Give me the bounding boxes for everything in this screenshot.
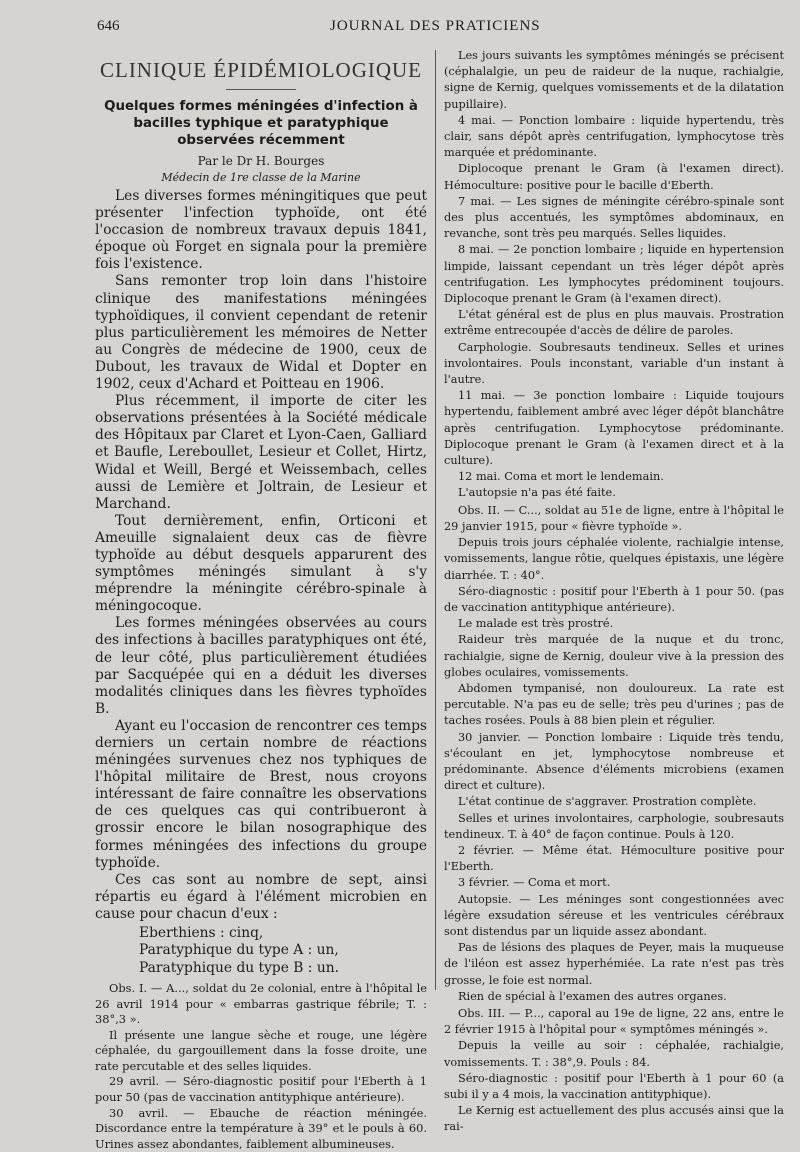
list-item: Paratyphique du type A : un, — [139, 942, 339, 959]
journal-title: JOURNAL DES PRATICIENS — [330, 18, 541, 34]
observation-paragraph: Pas de lésions des plaques de Peyer, mais la muqueuse de l'iléon est assez hyperhémiée. La rate n'est pas très grosse, le foie est normal. — [444, 941, 784, 987]
observation-paragraph: 11 mai. — 3e ponction lombaire : Liquide toujours hypertendu, faiblement ambré avec léger dépôt blanchâtre après centrifugation. Lymphocytose prédominante. Diplocoque prenant le Gram (à l'examen direct et à la culture). — [444, 389, 784, 468]
observation-paragraph: Obs. III. — P..., caporal au 19e de ligne, 22 ans, entre le 2 février 1915 à l'hôpital pour « symptômes méningés ». — [444, 1006, 784, 1037]
running-head — [0, 0, 800, 40]
right-column — [444, 48, 784, 1134]
observation-paragraph: 7 mai. — Les signes de méningite cérébro-spinale sont des plus accentués, les symptômes abdominaux, en revanche, sont très peu marqués. Selles liquides. — [444, 194, 784, 241]
list-item: Paratyphique du type B : un. — [139, 959, 339, 976]
observation-paragraph: 30 avril. — Ebauche de réaction méningée. Discordance entre la température à 39° et le pouls à 60. Urines assez abondantes, faiblement albumineuses. — [95, 1105, 427, 1151]
paragraph: Les formes méningées observées au cours des infections à bacilles paratyphiques ont été, de leur côté, plus particulièrement étudiées par Sacquépée qui en a déduit les diverses modalités cliniques dans les fièvres typhoïdes B. — [95, 615, 427, 717]
observation-paragraph: 3 février. — Coma et mort. — [458, 876, 611, 890]
observation-paragraph: Depuis trois jours céphalée violente, rachialgie intense, vomissements, langue rôtie, quelques épistaxis, une légère diarrhée. T. : 40°. — [444, 536, 784, 582]
observation-paragraph: Raideur très marquée de la nuque et du tronc, rachialgie, signe de Kernig, douleur vive à la pression des globes oculaires, vomissements. — [444, 633, 784, 679]
observation-paragraph: 29 avril. — Séro-diagnostic positif pour l'Eberth à 1 pour 50 (pas de vaccination antityphique antérieure). — [95, 1074, 427, 1105]
observation-paragraph: Selles et urines involontaires, carphologie, soubresauts tendineux. T. à 40° de façon continue. Pouls à 120. — [444, 811, 784, 841]
paragraph: Sans remonter trop loin dans l'histoire clinique des manifestations méningées typhoïdiques, il convient cependant de retenir plus particulièrement les mémoires de Netter au Congrès de médecine de 1900, ceux de Dubout, les travaux de Widal et Dopter en 1902, ceux d'Achard et Poitteau en 1906. — [95, 273, 427, 393]
article-affiliation: Médecin de 1re classe de la Marine — [161, 171, 361, 184]
observation-paragraph: 12 mai. Coma et mort le lendemain. — [458, 470, 664, 484]
observation-paragraph: Séro-diagnostic : positif pour l'Eberth à 1 pour 50. (pas de vaccination antityphique antérieure). — [444, 584, 784, 614]
section-title: CLINIQUE ÉPIDÉMIOLOGIQUE — [99, 58, 423, 82]
observation-paragraph: Rien de spécial à l'examen des autres organes. — [458, 989, 727, 1003]
page-number: 646 — [97, 18, 120, 34]
title-rule — [226, 89, 296, 90]
microbe-list — [139, 925, 427, 977]
observation-paragraph: Diplocoque prenant le Gram (à l'examen direct). Hémoculture: positive pour le bacille d'Eberth. — [444, 162, 784, 192]
observation-paragraph: Carphologie. Soubresauts tendineux. Selles et urines involontaires. Pouls inconstant, variable d'un instant à l'autre. — [444, 340, 784, 387]
observation-paragraph: 2 février. — Même état. Hémoculture positive pour l'Eberth. — [444, 843, 784, 874]
observation-paragraph: L'état continue de s'aggraver. Prostration complète. — [458, 795, 757, 809]
observation-paragraph: Le malade est très prostré. — [458, 617, 614, 631]
observation-paragraph: Obs. II. — C..., soldat au 51e de ligne, entre à l'hôpital le 29 janvier 1915, pour « fièvre typhoïde ». — [444, 503, 784, 533]
observation-paragraph: Le Kernig est actuellement des plus accusés ainsi que la rai- — [444, 1104, 784, 1134]
observation-paragraph: 4 mai. — Ponction lombaire : liquide hypertendu, très clair, sans dépôt après centrifugation, lymphocytose très marquée et prédominante. — [444, 113, 784, 160]
paragraph: Tout dernièrement, enfin, Orticoni et Ameuille signalaient deux cas de fièvre typhoïde au début desquels apparurent des symptômes méningés simulant à s'y méprendre la méningite cérébro-spinale à méningocoque. — [95, 512, 427, 615]
paragraph: Ces cas sont au nombre de sept, ainsi répartis eu égard à l'élément microbien en cause pour chacun d'eux : — [95, 871, 427, 922]
observation-paragraph: Depuis la veille au soir : céphalée, rachialgie, vomissements. T. : 38°,9. Pouls : 84. — [444, 1039, 784, 1069]
article-byline: Par le Dr H. Bourges — [197, 154, 325, 168]
paragraph: Ayant eu l'occasion de rencontrer ces temps derniers un certain nombre de réactions méningées survenues chez nos typhiques de l'hôpital militaire de Brest, nous croyons intéressant de faire connaître les observations de ces quelques cas qui contribueront à grossir encore le bilan nosographique des formes méningées des infections du groupe typhoïde. — [95, 717, 427, 871]
observation-paragraph: L'autopsie n'a pas été faite. — [458, 486, 616, 500]
observation-paragraph: Obs. I. — A..., soldat du 2e colonial, entre à l'hôpital le 26 avril 1914 pour « embarras gastrique fébrile; T. : 38°,3 ». — [95, 980, 427, 1027]
observation-paragraph: Il présente une langue sèche et rouge, une légère céphalée, du gargouillement dans la fosse droite, une rate percutable et des selles liquides. — [95, 1027, 427, 1073]
observation-paragraph: 8 mai. — 2e ponction lombaire ; liquide en hypertension limpide, laissant cependant un très léger dépôt après centrifugation. Les lymphocytes prédominent toujours. Diplocoque prenant le Gram (à l'examen direct). — [444, 243, 784, 306]
observation-paragraph: Autopsie. — Les méninges sont congestionnées avec légère exsudation séreuse et les ventricules cérébraux sont distendus par un liquide assez abondant. — [444, 892, 784, 938]
observation-paragraph: L'état général est de plus en plus mauvais. Prostration extrême entrecoupée d'accès de délire de paroles. — [444, 308, 784, 338]
paragraph: Plus récemment, il importe de citer les observations présentées à la Société médicale des Hôpitaux par Claret et Lyon-Caen, Galliard et Baufle, Lereboullet, Lesieur et Collet, Hirtz, Widal et Weill, Bergé et Weissembach, celles aussi de Lemière et Joltrain, de Lesieur et Marchand. — [95, 393, 427, 512]
list-item: Eberthiens : cinq, — [139, 925, 264, 942]
paragraph: Les diverses formes méningitiques que peut présenter l'infection typhoïde, ont été l'occasion de nombreux travaux depuis 1841, époque où Forget en signala pour la première fois l'existence. — [95, 188, 427, 273]
observation-paragraph: Séro-diagnostic : positif pour l'Eberth à 1 pour 60 (a subi il y a 4 mois, la vaccination antityphique). — [444, 1071, 784, 1101]
observation-paragraph: Les jours suivants les symptômes méningés se précisent (céphalalgie, un peu de raideur de la nuque, rachialgie, signe de Kernig, quelques vomissements et de la dilatation pupillaire). — [444, 49, 784, 111]
article-title: Quelques formes méningées d'infection à bacilles typhique et paratyphique observées récemment — [104, 99, 418, 148]
column-divider — [435, 50, 436, 990]
observation-paragraph: Abdomen tympanisé, non douloureux. La rate est percutable. N'a pas eu de selle; très peu d'urines ; pas de taches rosées. Pouls à 88 bien plein et régulier. — [444, 681, 784, 728]
left-column — [95, 48, 427, 1151]
observation-paragraph: 30 janvier. — Ponction lombaire : Liquide très tendu, s'écoulant en jet, lymphocytose nombreuse et prédominante. Absence d'éléments microbiens (examen direct et culture). — [444, 730, 784, 793]
